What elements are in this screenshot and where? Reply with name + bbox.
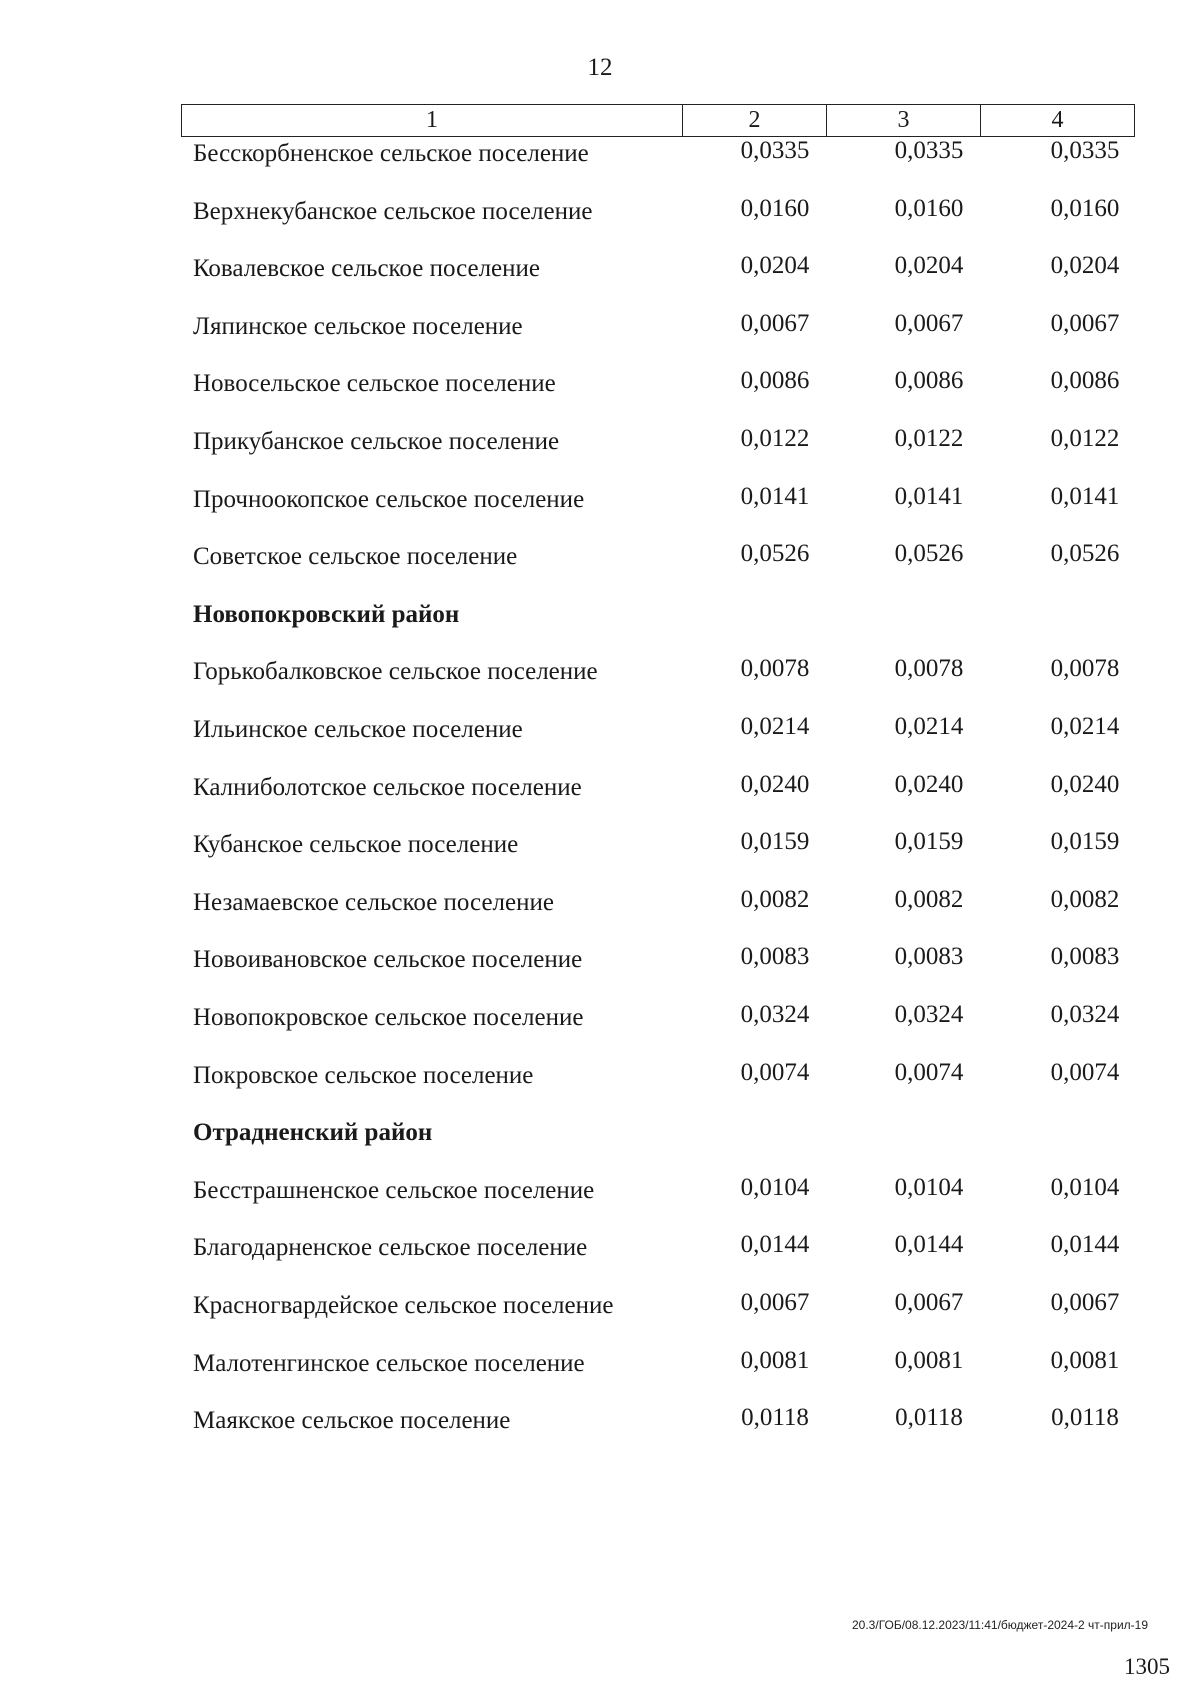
value-col-4: 0,0067 (1050, 309, 1120, 337)
value-col-4: 0,0204 (1050, 252, 1120, 280)
settlement-name: Маякское сельское поселение (193, 1407, 511, 1435)
value-col-4: 0,0082 (1050, 885, 1120, 913)
value-col-2: 0,0160 (740, 194, 810, 222)
settlement-name: Малотенгинское сельское поселение (193, 1349, 585, 1377)
value-col-3: 0,0083 (894, 943, 964, 971)
settlement-name: Бесскорбненское сельское поселение (193, 140, 589, 167)
value-col-4: 0,0078 (1050, 655, 1120, 683)
settlement-name: Прикубанское сельское поселение (193, 428, 560, 455)
value-col-4: 0,0083 (1050, 943, 1120, 971)
value-col-2: 0,0335 (740, 137, 810, 164)
column-header-3: 3 (827, 105, 981, 136)
table-row (0, 770, 1200, 814)
settlement-name: Ляпинское сельское поселение (193, 312, 523, 340)
value-col-2: 0,0144 (740, 1231, 810, 1259)
value-col-3: 0,0240 (894, 770, 964, 798)
value-col-2: 0,0122 (740, 425, 810, 452)
value-col-3: 0,0141 (894, 482, 964, 510)
value-col-2: 0,0526 (740, 540, 810, 568)
settlement-name: Ковалевское сельское поселение (193, 255, 540, 283)
table-row (0, 137, 1200, 180)
value-col-3: 0,0204 (894, 252, 964, 280)
value-col-4: 0,0159 (1050, 828, 1120, 856)
table-row (0, 828, 1200, 871)
value-col-2: 0,0074 (740, 1058, 810, 1086)
value-col-2: 0,0118 (741, 1404, 809, 1432)
table-row (0, 1001, 1200, 1044)
table-row (0, 713, 1200, 756)
value-col-2: 0,0240 (740, 770, 810, 798)
value-col-4: 0,0240 (1050, 770, 1120, 798)
table-header (181, 104, 1135, 137)
column-header-4: 4 (1051, 107, 1064, 133)
settlement-name: Благодарненское сельское поселение (193, 1234, 588, 1262)
settlement-name: Калниболотское сельское поселение (193, 773, 582, 801)
settlement-name: Верхнекубанское сельское поселение (193, 197, 593, 225)
settlement-name: Советское сельское поселение (193, 543, 518, 571)
table-row (0, 1173, 1200, 1217)
settlement-name: Новопокровское сельское поселение (193, 1004, 584, 1031)
table-row (0, 482, 1200, 526)
value-col-3: 0,0159 (894, 828, 964, 856)
settlement-name: Кубанское сельское поселение (193, 831, 519, 859)
table-row (0, 425, 1200, 468)
value-col-2: 0,0141 (740, 482, 810, 510)
value-col-4: 0,0122 (1050, 425, 1120, 452)
value-col-2: 0,0159 (740, 828, 810, 856)
value-col-2: 0,0078 (740, 655, 810, 683)
value-col-4: 0,0074 (1050, 1058, 1120, 1086)
value-col-4: 0,0324 (1050, 1001, 1120, 1028)
value-col-4: 0,0086 (1050, 367, 1120, 395)
value-col-2: 0,0104 (740, 1173, 810, 1201)
value-col-4: 0,0118 (1051, 1404, 1119, 1432)
value-col-3: 0,0160 (894, 194, 964, 222)
value-col-4: 0,0160 (1050, 194, 1120, 222)
table-row (0, 1231, 1200, 1274)
page-number-top: 12 (587, 54, 613, 81)
value-col-3: 0,0067 (894, 1289, 964, 1316)
value-col-2: 0,0067 (740, 309, 810, 337)
settlement-name: Незамаевское сельское поселение (193, 888, 554, 916)
district-name: Новопокровский район (193, 600, 460, 628)
settlement-name: Красногвардейское сельское поселение (193, 1292, 614, 1319)
settlement-name: Новосельское сельское поселение (193, 370, 556, 398)
page-number-bottom: 1305 (1124, 1654, 1170, 1679)
value-col-2: 0,0083 (740, 943, 810, 971)
value-col-2: 0,0204 (740, 252, 810, 280)
table-row (0, 1346, 1200, 1390)
table-row (0, 1058, 1200, 1102)
settlement-name: Новоивановское сельское поселение (193, 946, 583, 974)
value-col-2: 0,0214 (740, 713, 810, 740)
value-col-3: 0,0214 (894, 713, 964, 740)
value-col-4: 0,0214 (1050, 713, 1120, 740)
value-col-4: 0,0144 (1050, 1231, 1120, 1259)
table-row (0, 540, 1200, 583)
value-col-2: 0,0081 (740, 1346, 810, 1374)
column-header-1: 1 (182, 105, 683, 136)
value-col-4: 0,0104 (1050, 1173, 1120, 1201)
table-row (0, 309, 1200, 353)
value-col-3: 0,0118 (895, 1404, 963, 1432)
value-col-2: 0,0324 (740, 1001, 810, 1028)
settlement-name: Ильинское сельское поселение (193, 716, 523, 743)
value-col-3: 0,0081 (894, 1346, 964, 1374)
table-row (0, 885, 1200, 929)
value-col-3: 0,0067 (894, 309, 964, 337)
table-row (0, 943, 1200, 986)
value-col-3: 0,0526 (894, 540, 964, 568)
value-col-3: 0,0144 (894, 1231, 964, 1259)
value-col-4: 0,0335 (1050, 137, 1120, 164)
settlement-name: Прочноокопское сельское поселение (193, 485, 585, 513)
document-code: 20.3/ГОБ/08.12.2023/11:41/бюджет-2024-2 чт-прил-19 (852, 1618, 1148, 1632)
value-col-3: 0,0074 (894, 1058, 964, 1086)
value-col-2: 0,0082 (740, 885, 810, 913)
value-col-4: 0,0081 (1050, 1346, 1120, 1374)
table-row (0, 1404, 1200, 1447)
value-col-3: 0,0104 (894, 1173, 964, 1201)
table-row (0, 252, 1200, 295)
district-name: Отрадненский район (193, 1119, 433, 1147)
value-col-2: 0,0086 (740, 367, 810, 395)
value-col-3: 0,0086 (894, 367, 964, 395)
table-row (0, 655, 1200, 698)
value-col-3: 0,0335 (894, 137, 964, 164)
table-row (0, 1289, 1200, 1332)
value-col-2: 0,0067 (740, 1289, 810, 1316)
table-row (0, 367, 1200, 410)
value-col-3: 0,0324 (894, 1001, 964, 1028)
value-col-4: 0,0526 (1050, 540, 1120, 568)
value-col-4: 0,0067 (1050, 1289, 1120, 1316)
column-header-2: 2 (683, 105, 827, 136)
settlement-name: Горькобалковское сельское поселение (193, 658, 598, 686)
value-col-3: 0,0078 (894, 655, 964, 683)
district-heading-row (0, 1119, 1200, 1159)
settlement-name: Покровское сельское поселение (193, 1061, 534, 1089)
value-col-3: 0,0122 (894, 425, 964, 452)
settlement-name: Бесстрашненское сельское поселение (193, 1176, 595, 1204)
table-row (0, 194, 1200, 238)
value-col-3: 0,0082 (894, 885, 964, 913)
district-heading-row (0, 601, 1200, 641)
value-col-4: 0,0141 (1050, 482, 1120, 510)
